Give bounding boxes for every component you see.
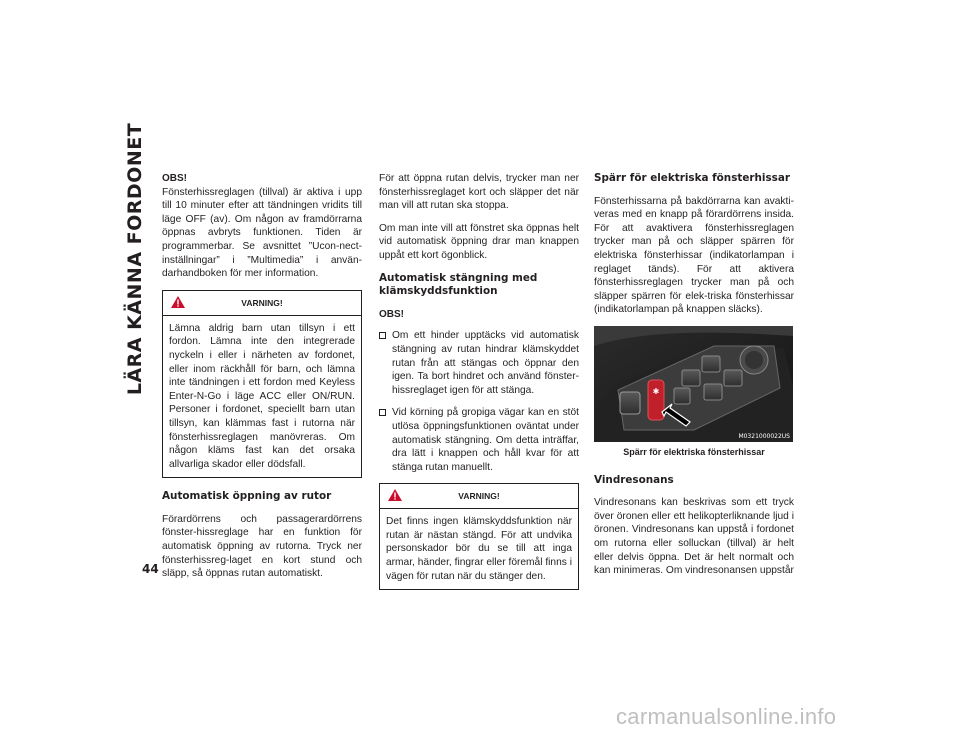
list-item-text: Om ett hinder upptäcks vid automatisk stängning av rutan hindrar klämskyddet rutan från att stängas och öppnar den igen. Ta bort hindret och använd fönster-hissreglaget igen för att stänga.: [392, 330, 579, 396]
auto-open-text: Förardörrens och passagerardörrens fönster-hissreglage har en funktion för automatisk öppning av rutorna. Tryck ner fönsterhissreg-laget en kort stund och släpp, så öppnas rutan automatiskt.: [162, 513, 362, 580]
heading-lockout: Spärr för elektriska fönsterhissar: [594, 172, 790, 184]
partial-open-text: För att öppna rutan delvis, trycker man ner fönsterhissreglaget kort och släpper det när man vill att rutan ska stoppa.: [379, 173, 579, 212]
obs-text: Fönsterhissreglagen (tillval) är aktiva i upp till 10 minuter efter att tändningen vridits till läge OFF (av). Om någon av framdörrarna öppnas avbryts funktionen. Tiden är programmerbar. Se avsnittet ”Ucon-nect-inställningar” i ”Multimedia” i använ-darhandboken för mer information.: [162, 186, 362, 280]
warning-text: Det finns ingen klämskyddsfunktion när rutan är nästan stängd. För att undvika personskador bör du se till att inga armar, händer, fingrar eller föremål finns i vägen för rutan när du stänger den.: [386, 516, 572, 582]
list-item: [379, 406, 579, 474]
column-2: [379, 172, 579, 602]
bullet-list: [379, 329, 579, 474]
obs-label: OBS!: [162, 173, 187, 184]
column-3: [594, 172, 794, 587]
heading-auto-open: Automatisk öppning av rutor: [162, 490, 332, 503]
page-number: 44: [142, 562, 159, 576]
figure-code: M0321000022US: [738, 432, 790, 440]
watermark-logo: carmanualsonline.info: [616, 704, 837, 729]
warning-header: [163, 291, 361, 316]
list-item: [379, 329, 579, 397]
svg-text:✱: ✱: [652, 386, 660, 396]
chapter-side-title: [118, 122, 152, 395]
bullet-square-icon: [379, 332, 386, 339]
bullet-square-icon: [379, 409, 386, 416]
warning-box: [162, 290, 362, 479]
heading-buffeting: Vindresonans: [594, 473, 674, 486]
warning-box: [379, 483, 579, 590]
obs-label: OBS!: [379, 308, 404, 320]
heading-auto-close: Automatisk stängning med klämskyddsfunktion: [379, 271, 538, 298]
buffeting-text: Vindresonans kan beskrivas som ett tryck över öronen eller ett helikopterliknande ljud i öronen. Vindresonans kan uppstå i fordonet om rutorna eller solluckan (tillval) är helt eller delvis öppna. Det är helt normalt och kan minimeras. Om vindresonansen uppstår: [594, 497, 794, 577]
warning-header: [380, 484, 578, 509]
column-1: [162, 172, 362, 590]
list-item-text: Vid körning på gropiga vägar kan en stöt utlösa öppningsfunktionen oväntat under automatisk stängning. Om detta inträffar, dra lätt i knappen och håll kvar för att stänga rutan manuellt.: [392, 407, 579, 473]
warning-title: VARNING!: [458, 491, 500, 502]
warning-text: Lämna aldrig barn utan tillsyn i ett fordon. Lämna inte den integrerade nyckeln i eller i närheten av fordonet, eller inom räckhåll för barn, och lämna inte tändningen i ett fordon med Keyless Enter-N-Go i läge ACC eller ON/RUN. Personer i fordonet, speciellt barn utan tillsyn, kan klämmas fast i rutorna när fönsterhissreglagen manövreras. Om någon kläms fast kan det orsaka allvarliga skador eller dödsfall.: [169, 322, 355, 470]
chapter-title-text: LÄRA KÄNNA FORDONET: [124, 122, 146, 395]
warning-title: VARNING!: [241, 297, 283, 308]
figure-caption: Spärr för elektriska fönsterhissar: [623, 446, 765, 457]
window-switch-photo: [594, 326, 793, 442]
manual-stop-text: Om man inte vill att fönstret ska öppnas helt vid automatisk öppning drar man knappen uppåt ett kort ögonblick.: [379, 222, 579, 261]
lockout-text: Fönsterhissarna på bakdörrarna kan avakti-veras med en knapp på förardörrens insida. För att avaktivera fönsterhissreglagen trycker man på och släpper spärren för elektriska fönsterhissar (indikatorlampan i reglaget tänds). För att aktivera fönsterhissreglagen trycker man på och släpper spärren för elek-triska fönsterhissar (indikatorlampan på knappen släcks).: [594, 195, 794, 316]
